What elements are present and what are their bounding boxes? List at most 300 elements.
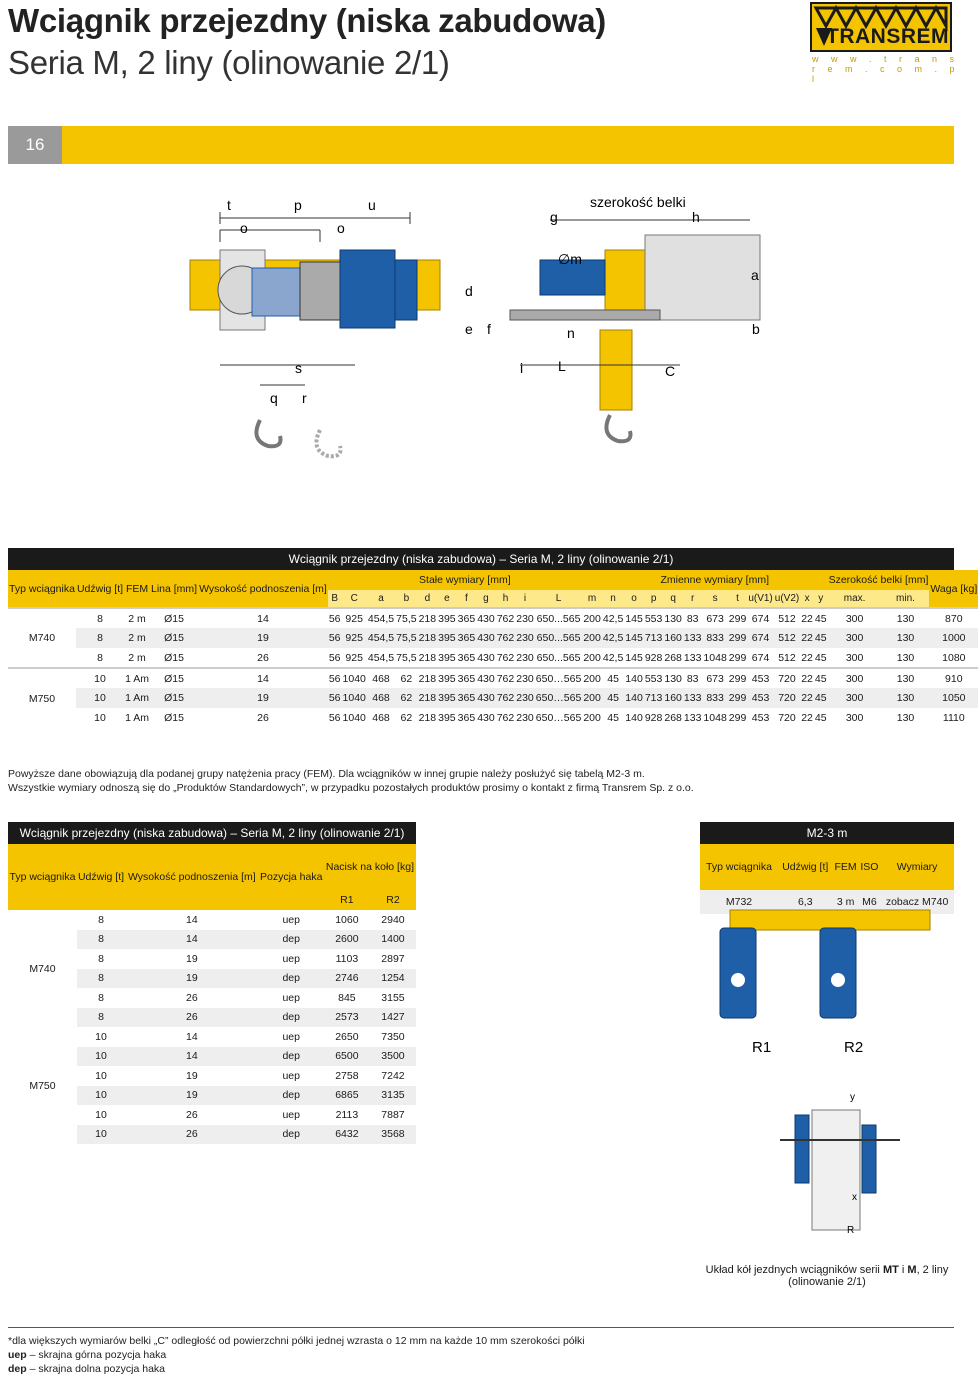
table-cell: 19	[125, 1086, 258, 1106]
sub-header: u(V2)	[774, 590, 800, 608]
table-cell: 56	[328, 628, 342, 648]
table-cell: 468	[367, 688, 395, 708]
table-cell: 45	[602, 668, 624, 688]
table-cell: 299	[728, 708, 748, 728]
table-cell: 720	[774, 668, 800, 688]
table-cell: 10	[77, 1066, 125, 1086]
table-cell: 22	[800, 608, 814, 628]
axis-label-x: x	[852, 1192, 857, 1203]
table-cell: 22	[800, 688, 814, 708]
table-cell: uep	[259, 1066, 324, 1086]
table-cell: Ø15	[150, 668, 198, 688]
table-cell: Ø15	[150, 648, 198, 668]
table-cell: 75,5	[395, 608, 417, 628]
table-cell: Ø15	[150, 708, 198, 728]
table-cell: 650...565	[535, 628, 583, 648]
dim-label-C: C	[665, 363, 676, 379]
table-cell: 395	[437, 648, 457, 668]
col-wysokosc: Wysokość podnoszenia [m]	[125, 844, 258, 910]
table-cell: 925	[342, 648, 367, 668]
sub-header: L	[535, 590, 583, 608]
table-cell: 10	[77, 1027, 125, 1047]
page-number: 16	[8, 126, 62, 164]
table-cell: 2897	[370, 949, 416, 969]
table-cell: 130	[882, 668, 930, 688]
table-cell: 22	[800, 648, 814, 668]
table-row	[8, 648, 978, 668]
table-cell: 145	[624, 628, 644, 648]
table-cell: 928	[644, 708, 664, 728]
table-cell: 230	[515, 688, 535, 708]
table-cell: 1000	[929, 628, 978, 648]
table-cell: 3568	[370, 1125, 416, 1145]
footnote-star: *dla większych wymiarów belki „C” odległość od powierzchni półki jednej wzrasta o 12 mm na każde 10 mm szerokości półki	[8, 1335, 585, 1347]
table-cell: 200	[582, 608, 602, 628]
table-cell: 26	[125, 1125, 258, 1145]
table-cell: 299	[728, 628, 748, 648]
table-cell: 230	[515, 668, 535, 688]
sub-header: C	[342, 590, 367, 608]
col-pozycja: Pozycja haka	[259, 844, 324, 910]
table-cell: uep	[259, 949, 324, 969]
table-cell: 19	[198, 628, 328, 648]
table-cell: 83	[683, 668, 703, 688]
table-cell: 365	[457, 668, 477, 688]
table-cell: dep	[259, 1008, 324, 1028]
table-cell: 7350	[370, 1027, 416, 1047]
table-cell: 1 Am	[124, 708, 150, 728]
table-cell: 2113	[324, 1105, 370, 1125]
col-wysokosc: Wysokość podnoszenia [m]	[198, 570, 328, 608]
table-cell: 6432	[324, 1125, 370, 1145]
wheel-layout-drawing	[700, 910, 954, 1250]
dim-label-a: a	[751, 267, 759, 283]
main-table-title: Wciągnik przejezdny (niska zabudowa) – Seria M, 2 liny (olinowanie 2/1)	[8, 548, 954, 570]
table-cell: 10	[76, 708, 124, 728]
table-cell: 218	[418, 668, 438, 688]
table-cell: 300	[828, 628, 882, 648]
table-cell: 133	[683, 688, 703, 708]
table-cell: 200	[582, 648, 602, 668]
table-cell: 650…565	[535, 688, 583, 708]
caption-text: , 2 liny (olinowanie 2/1)	[788, 1264, 949, 1288]
table-cell: 26	[198, 648, 328, 668]
table-cell: 3500	[370, 1047, 416, 1067]
dim-label-e: e	[465, 321, 473, 337]
dim-label-i: i	[520, 360, 524, 376]
table-cell: 6500	[324, 1047, 370, 1067]
sub-header: i	[515, 590, 535, 608]
table-cell: dep	[259, 1086, 324, 1106]
sub-header: n	[602, 590, 624, 608]
table-cell: 130	[882, 688, 930, 708]
hoist-front-view	[510, 220, 760, 441]
table-cell: 56	[328, 668, 342, 688]
table-cell: 19	[125, 969, 258, 989]
table-cell: 218	[418, 608, 438, 628]
table-cell: 430	[476, 708, 496, 728]
footnote-uep	[8, 1349, 166, 1361]
table-cell: zobacz M740	[880, 890, 954, 914]
col-r1: R1	[324, 890, 370, 910]
table-cell: 56	[328, 608, 342, 628]
table-row	[8, 668, 978, 688]
table-cell: 453	[747, 708, 773, 728]
table-cell: 833	[702, 628, 727, 648]
sub-header: h	[496, 590, 516, 608]
table-cell: 26	[125, 988, 258, 1008]
col-zmienne: Zmienne wymiary [mm]	[602, 570, 828, 590]
table-cell: 833	[702, 688, 727, 708]
table-cell: 468	[367, 708, 395, 728]
sub-header: B	[328, 590, 342, 608]
table-cell: 200	[582, 688, 602, 708]
table-cell: 62	[395, 668, 417, 688]
table-cell: 200	[582, 628, 602, 648]
table-cell: 8	[77, 949, 125, 969]
dim-label-b: b	[752, 321, 760, 337]
axis-label-r: R	[847, 1225, 855, 1236]
table-cell: 10	[77, 1047, 125, 1067]
table-cell: 14	[125, 910, 258, 930]
table-cell: 395	[437, 668, 457, 688]
table-cell: 14	[198, 608, 328, 628]
table-cell: 8	[77, 988, 125, 1008]
table-cell: M732	[700, 890, 778, 914]
table-cell: 14	[125, 930, 258, 950]
sub-header: g	[476, 590, 496, 608]
table-cell: 553	[644, 608, 664, 628]
caption-series-m: M	[907, 1264, 917, 1276]
table-cell: 1048	[702, 648, 727, 668]
dim-label-L: L	[558, 358, 566, 374]
table-cell: 720	[774, 708, 800, 728]
table-cell: 430	[476, 608, 496, 628]
table-cell: 454,5	[367, 628, 395, 648]
table-cell: 45	[602, 708, 624, 728]
table-cell: uep	[259, 910, 324, 930]
table-cell: 14	[198, 668, 328, 688]
table-cell: 10	[77, 1086, 125, 1106]
table-row	[8, 910, 416, 930]
dim-label-g: g	[550, 209, 558, 225]
caption-series-mt: MT	[882, 1264, 899, 1276]
table-cell: 1254	[370, 969, 416, 989]
table-cell: 42,5	[602, 628, 624, 648]
table-cell: 300	[828, 708, 882, 728]
table-cell: 1040	[342, 688, 367, 708]
col-udzwig: Udźwig [t]	[77, 844, 125, 910]
col-fem: FEM	[833, 844, 859, 890]
table-row	[8, 708, 978, 728]
table-cell: 130	[882, 628, 930, 648]
table-cell: 365	[457, 608, 477, 628]
table-cell: 133	[683, 628, 703, 648]
table-cell: Ø15	[150, 688, 198, 708]
table-cell: 650…565	[535, 708, 583, 728]
caption-text: Układ kół jezdnych wciągników serii	[705, 1264, 883, 1276]
table-cell: 1050	[929, 688, 978, 708]
table-cell: 453	[747, 688, 773, 708]
wheel-label-r1: R1	[752, 1039, 772, 1056]
sub-header: p	[644, 590, 664, 608]
logo-crown-icon	[816, 8, 946, 26]
dim-label-s: s	[295, 360, 302, 376]
table-cell: 2600	[324, 930, 370, 950]
footnote-key: uep	[8, 1349, 27, 1361]
table-cell: 365	[457, 708, 477, 728]
dimensions-table	[8, 570, 978, 728]
table-cell: 230	[515, 708, 535, 728]
table-cell: 75,5	[395, 648, 417, 668]
table-cell: 10	[76, 668, 124, 688]
col-typ: Typ wciągnika	[700, 844, 778, 890]
dim-label-d: d	[465, 283, 473, 299]
table-cell: 130	[663, 608, 683, 628]
table-cell: Ø15	[150, 608, 198, 628]
table-cell: 3155	[370, 988, 416, 1008]
table-cell: 45	[814, 608, 828, 628]
table-cell: 2650	[324, 1027, 370, 1047]
table-cell: 299	[728, 668, 748, 688]
table-cell: 430	[476, 668, 496, 688]
axis-label-y: y	[850, 1092, 855, 1103]
table-cell: 230	[515, 628, 535, 648]
table-cell: 133	[683, 648, 703, 668]
dim-label-m: ∅m	[558, 251, 582, 267]
table-cell: M6	[859, 890, 880, 914]
table-cell: 145	[624, 648, 644, 668]
table-cell: 713	[644, 688, 664, 708]
table-cell: 762	[496, 648, 516, 668]
table-cell: 8	[76, 608, 124, 628]
transrem-logo	[810, 2, 952, 52]
page-bar	[8, 126, 954, 164]
table-cell: 268	[663, 648, 683, 668]
table-cell: 19	[125, 949, 258, 969]
table-cell: 299	[728, 648, 748, 668]
sub-header: b	[395, 590, 417, 608]
table-cell: 430	[476, 648, 496, 668]
footer-divider	[8, 1327, 954, 1328]
table-cell: 130	[663, 668, 683, 688]
website-link[interactable]: w w w . t r a n s r e m . c o m . p l	[812, 54, 960, 84]
col-waga: Waga [kg]	[929, 570, 978, 608]
hoist-drawing	[180, 190, 780, 480]
table-cell: 762	[496, 608, 516, 628]
col-nacisk: Nacisk na koło [kg]	[324, 844, 416, 890]
table-cell: 395	[437, 708, 457, 728]
table-cell: 2 m	[124, 628, 150, 648]
dim-label-f: f	[487, 321, 491, 337]
table-cell: 674	[747, 648, 773, 668]
table-cell: 75,5	[395, 628, 417, 648]
table-cell: 870	[929, 608, 978, 628]
table-cell: 720	[774, 688, 800, 708]
table-row	[8, 628, 978, 648]
sub-header: min.	[882, 590, 930, 608]
table-cell: 1048	[702, 708, 727, 728]
sub-header: max.	[828, 590, 882, 608]
table-cell: 160	[663, 688, 683, 708]
table-cell: 300	[828, 648, 882, 668]
table-row	[8, 1027, 416, 1047]
col-udzwig: Udźwig [t]	[778, 844, 833, 890]
table-cell: 7887	[370, 1105, 416, 1125]
sub-header: e	[437, 590, 457, 608]
table-cell: 22	[800, 708, 814, 728]
table-cell: 130	[882, 648, 930, 668]
table-cell: 8	[76, 648, 124, 668]
table-cell: 42,5	[602, 648, 624, 668]
table-cell: 1103	[324, 949, 370, 969]
table-row	[8, 608, 978, 628]
table-cell: 453	[747, 668, 773, 688]
table-cell: 218	[418, 628, 438, 648]
table-cell: 218	[418, 648, 438, 668]
table-cell: 1400	[370, 930, 416, 950]
table-cell: 26	[198, 708, 328, 728]
table-cell: 62	[395, 688, 417, 708]
dim-label-o: o	[337, 220, 345, 236]
table-cell: 2758	[324, 1066, 370, 1086]
table-cell: 762	[496, 688, 516, 708]
table-cell: 512	[774, 608, 800, 628]
table-cell: 200	[582, 668, 602, 688]
table-cell: 8	[77, 1008, 125, 1028]
table-cell: 1060	[324, 910, 370, 930]
col-wymiary: Wymiary	[880, 844, 954, 890]
table-cell: 925	[342, 628, 367, 648]
table-cell: 45	[814, 708, 828, 728]
wheel-load-table	[8, 844, 416, 1144]
table-cell: 45	[814, 688, 828, 708]
wheel-label-r2: R2	[844, 1039, 864, 1056]
table-cell: 8	[76, 628, 124, 648]
sub-header: s	[702, 590, 727, 608]
table-cell: 1 Am	[124, 668, 150, 688]
table-cell: Ø15	[150, 628, 198, 648]
sub-header: r	[683, 590, 703, 608]
wheel-caption	[700, 1264, 954, 1288]
col-stale: Stałe wymiary [mm]	[328, 570, 602, 590]
table-cell: 10	[77, 1105, 125, 1125]
table-cell: 1040	[342, 708, 367, 728]
table-cell: 300	[828, 608, 882, 628]
table-cell: 8	[77, 969, 125, 989]
sub-header: q	[663, 590, 683, 608]
sub-header: x	[800, 590, 814, 608]
table-cell: uep	[259, 988, 324, 1008]
type-cell: M740	[8, 608, 76, 668]
note-standard: Wszystkie wymiary odnoszą się do „Produktów Standardowych”, w przypadku pozostałych produktów prosimy o kontakt z firmą Transrem Sp. z o.o.	[8, 782, 694, 794]
table-cell: 300	[828, 668, 882, 688]
table-cell: 553	[644, 668, 664, 688]
table-cell: 762	[496, 668, 516, 688]
table-cell: 2573	[324, 1008, 370, 1028]
footnote-text: – skrajna dolna pozycja haka	[26, 1363, 166, 1375]
table-cell: 365	[457, 688, 477, 708]
table-cell: 62	[395, 708, 417, 728]
sub-header: o	[624, 590, 644, 608]
table-cell: 45	[814, 668, 828, 688]
logo-text: TRANSREM	[826, 25, 949, 48]
table-cell: 454,5	[367, 648, 395, 668]
table-cell: 845	[324, 988, 370, 1008]
table-cell: 365	[457, 648, 477, 668]
dim-label-t: t	[227, 197, 231, 213]
table-cell: 19	[198, 688, 328, 708]
table-cell: 10	[77, 1125, 125, 1145]
table-cell: 19	[125, 1066, 258, 1086]
table-cell: 8	[77, 910, 125, 930]
table-cell: 928	[644, 648, 664, 668]
table-cell: 6,3	[778, 890, 833, 914]
table-cell: 299	[728, 688, 748, 708]
table-cell: 673	[702, 608, 727, 628]
sub-header: f	[457, 590, 477, 608]
table-cell: 83	[683, 608, 703, 628]
table-cell: 673	[702, 668, 727, 688]
dim-label-szerokosc: szerokość belki	[590, 194, 686, 210]
dim-label-q: q	[270, 390, 278, 406]
footnote-dep	[8, 1363, 165, 1375]
dim-label-u: u	[368, 197, 376, 213]
wheel-table-title: Wciągnik przejezdny (niska zabudowa) – Seria M, 2 liny (olinowanie 2/1)	[8, 822, 416, 844]
table-cell: 762	[496, 708, 516, 728]
type-cell: M750	[8, 668, 76, 728]
table-cell: 130	[882, 608, 930, 628]
table-cell: 14	[125, 1027, 258, 1047]
type-cell: M750	[8, 1027, 77, 1144]
table-cell: 7242	[370, 1066, 416, 1086]
table-cell: 10	[76, 688, 124, 708]
table-cell: dep	[259, 1047, 324, 1067]
col-r2: R2	[370, 890, 416, 910]
caption-text: i	[898, 1264, 908, 1276]
table-cell: dep	[259, 930, 324, 950]
table-cell: 140	[624, 708, 644, 728]
table-cell: 762	[496, 628, 516, 648]
table-cell: 2 m	[124, 608, 150, 628]
dim-label-r: r	[302, 390, 307, 406]
hoist-side-view	[190, 212, 440, 456]
table-cell: 430	[476, 628, 496, 648]
table-cell: 140	[624, 688, 644, 708]
col-typ: Typ wciągnika	[8, 844, 77, 910]
table-cell: 925	[342, 608, 367, 628]
table-cell: 6865	[324, 1086, 370, 1106]
table-cell: 1040	[342, 668, 367, 688]
table-cell: 1427	[370, 1008, 416, 1028]
dim-label-h: h	[692, 209, 700, 225]
col-iso: ISO	[859, 844, 880, 890]
table-cell: 365	[457, 628, 477, 648]
table-cell: 3 m	[833, 890, 859, 914]
table-cell: dep	[259, 969, 324, 989]
table-cell: 395	[437, 608, 457, 628]
table-cell: 299	[728, 608, 748, 628]
table-cell: dep	[259, 1125, 324, 1145]
dim-label-o: o	[240, 220, 248, 236]
table-cell: 45	[814, 648, 828, 668]
table-cell: 56	[328, 688, 342, 708]
note-fem: Powyższe dane obowiązują dla podanej grupy natężenia pracy (FEM). Dla wciągników w innej grupie należy posłużyć się tabelą M2-3 m.	[8, 768, 645, 780]
sub-header: y	[814, 590, 828, 608]
table-cell: 45	[814, 628, 828, 648]
table-cell: 910	[929, 668, 978, 688]
col-lina: Lina [mm]	[150, 570, 198, 608]
